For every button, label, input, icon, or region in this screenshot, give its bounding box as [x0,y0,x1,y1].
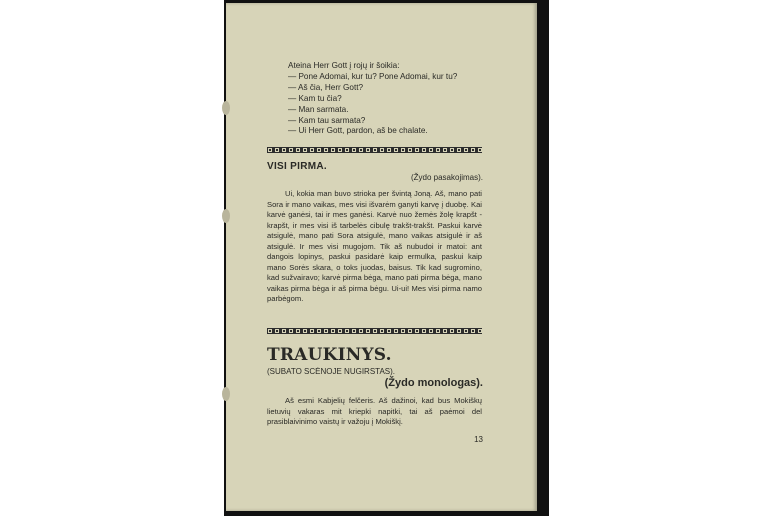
section-title: VISI PIRMA. [267,161,327,172]
binding-hole [222,101,230,115]
ornamental-divider [267,147,482,153]
paragraph: Aš esmi Kabjelių felčeris. Aš dažinoi, kad bus Mokiškų lietuvių vakaras mit kriepki napitki, tai aš paėmoi del prasiblaivinimo vaistų ir važoju į Mokiškį. [267,396,482,426]
section-body [267,189,482,305]
section-subtitle: (Žydo pasakojimas). [410,173,483,182]
page-number: 13 [474,435,483,444]
poem-line: — Kam tu čia? [288,93,342,103]
poem-line: — Aš čia, Herr Gott? [288,82,364,92]
section-subtitle-monologue: (Žydo monologas). [384,377,483,389]
section-title: TRAUKINYS. [267,345,392,365]
poem-block [288,61,457,137]
poem-line: — Man sarmata. [288,104,349,114]
binding-hole [222,209,230,223]
poem-line: — Kam tau sarmata? [288,115,366,125]
section-body [267,396,482,428]
paragraph: Ui, kokia man buvo strioka per švintą Joną. Aš, mano pati Sora ir mano vaikas, mes visi išvarėm ganyti karvę į duobę. Kai karvė ganėsi, tai ir mes ganėsi. Karvė nuo žemės žolę krapšt - krapšt, ir mes visi iš tarbelės cibulę trakšt-trakšt. Paskui karvė atsigulė, mano pati Sora atsigulė, mano vaikas atsigulė ir aš atsigulė. Ir mes visi mugojom. Tik aš nubudoi ir matoi: ant dangois lopinys, paskui pasidarė kaip ermulka, paskui kaip mano Sorės skara, o toks juodas, baisus. Tik kad sugromino, kad sužvairavo; karvė pirma bėga, mano pati pirma bėga, mano vaikas pirma bėga ir aš pirma bėgu. Ui-ui! Mes visi pirma namo parbėgom. [267,189,482,303]
section-subtitle: (SUBATO SCĖNOJE NUGIRSTAS). [267,367,396,376]
poem-line: Ateina Herr Gott į rojų ir šoikia: [288,61,400,70]
poem-line: — Pone Adomai, kur tu? Pone Adomai, kur tu? [288,71,458,81]
poem-line: — Ui Herr Gott, pardon, aš be chalate. [288,126,428,136]
book-page [226,3,537,511]
binding-hole [222,387,230,401]
ornamental-divider [267,328,482,334]
